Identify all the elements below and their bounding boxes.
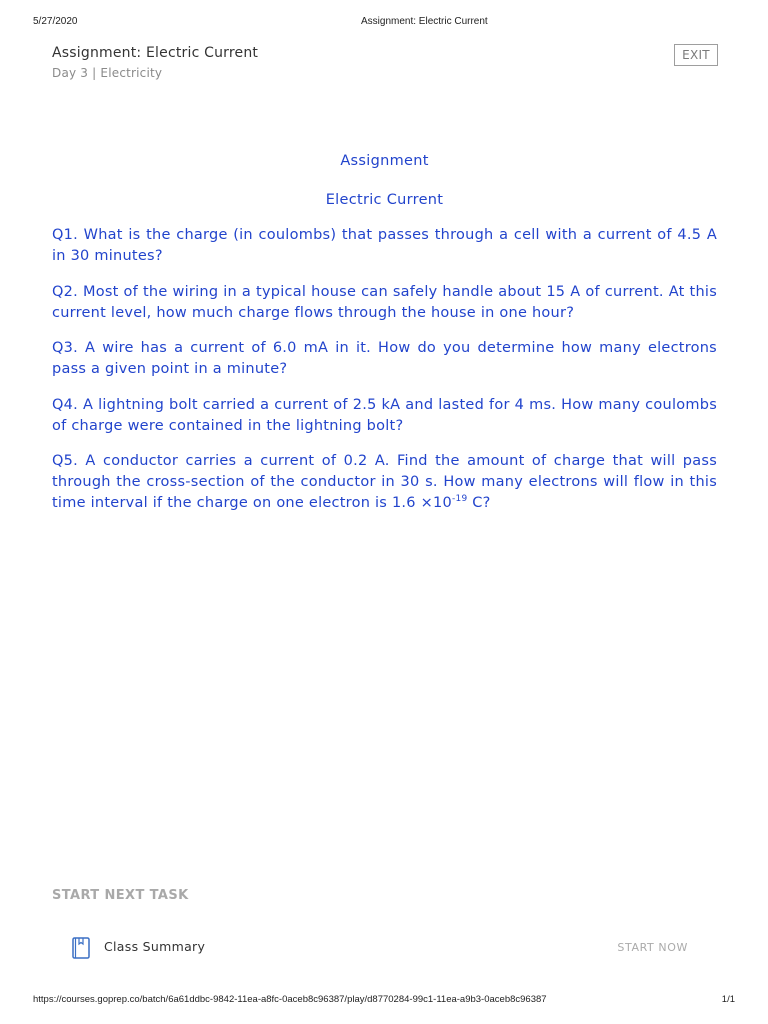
assignment-subheading: Electric Current [325, 192, 444, 208]
question-1: Q1. What is the charge (in coulombs) that passes through a cell with a current of 4.5 A in 30 minutes? [52, 227, 717, 264]
print-date: 5/27/2020 [33, 16, 78, 27]
task-title: Class Summary [104, 939, 206, 954]
next-task-row[interactable] [72, 936, 688, 960]
print-url: https://courses.goprep.co/batch/6a61ddbc-9842-11ea-a8fc-0aceb8c96387/play/d8770284-99c1-11ea-a9b3-0aceb8c96387 [33, 994, 547, 1005]
next-task-heading: START NEXT TASK [52, 888, 189, 903]
print-page-number: 1/1 [721, 994, 735, 1005]
question-list [52, 225, 717, 514]
exponent: -19 [451, 494, 468, 505]
assignment-content [52, 150, 717, 523]
question-4: Q4. A lightning bolt carried a current of 2.5 kA and lasted for 4 ms. How many coulombs of charge were contained in the lightning bolt? [52, 396, 717, 434]
question-2: Q2. Most of the wiring in a typical house can safely handle about 15 A of current. At this current level, how much charge flows through the house in one hour? [52, 283, 717, 321]
print-title: Assignment: Electric Current [361, 16, 488, 27]
assignment-heading: Assignment [340, 153, 429, 169]
start-now-button[interactable]: START NOW [617, 941, 688, 954]
book-icon [72, 937, 90, 959]
exit-button[interactable]: EXIT [674, 44, 718, 66]
question-3: Q3. A wire has a current of 6.0 mA in it. How do you determine how many electrons pass a given point in a minute? [52, 340, 717, 377]
question-5: Q5. A conductor carries a current of 0.2 A. Find the amount of charge that will pass through the cross-section of the conductor in 30 s. How many electrons will flow in this time interval if the charge on one electron is $1.6 \times 10^{-19}$ C? [52, 453, 717, 511]
app-header [52, 44, 718, 80]
page-title: Assignment: Electric Current [52, 45, 259, 61]
breadcrumb: Day 3 | Electricity [52, 66, 163, 80]
